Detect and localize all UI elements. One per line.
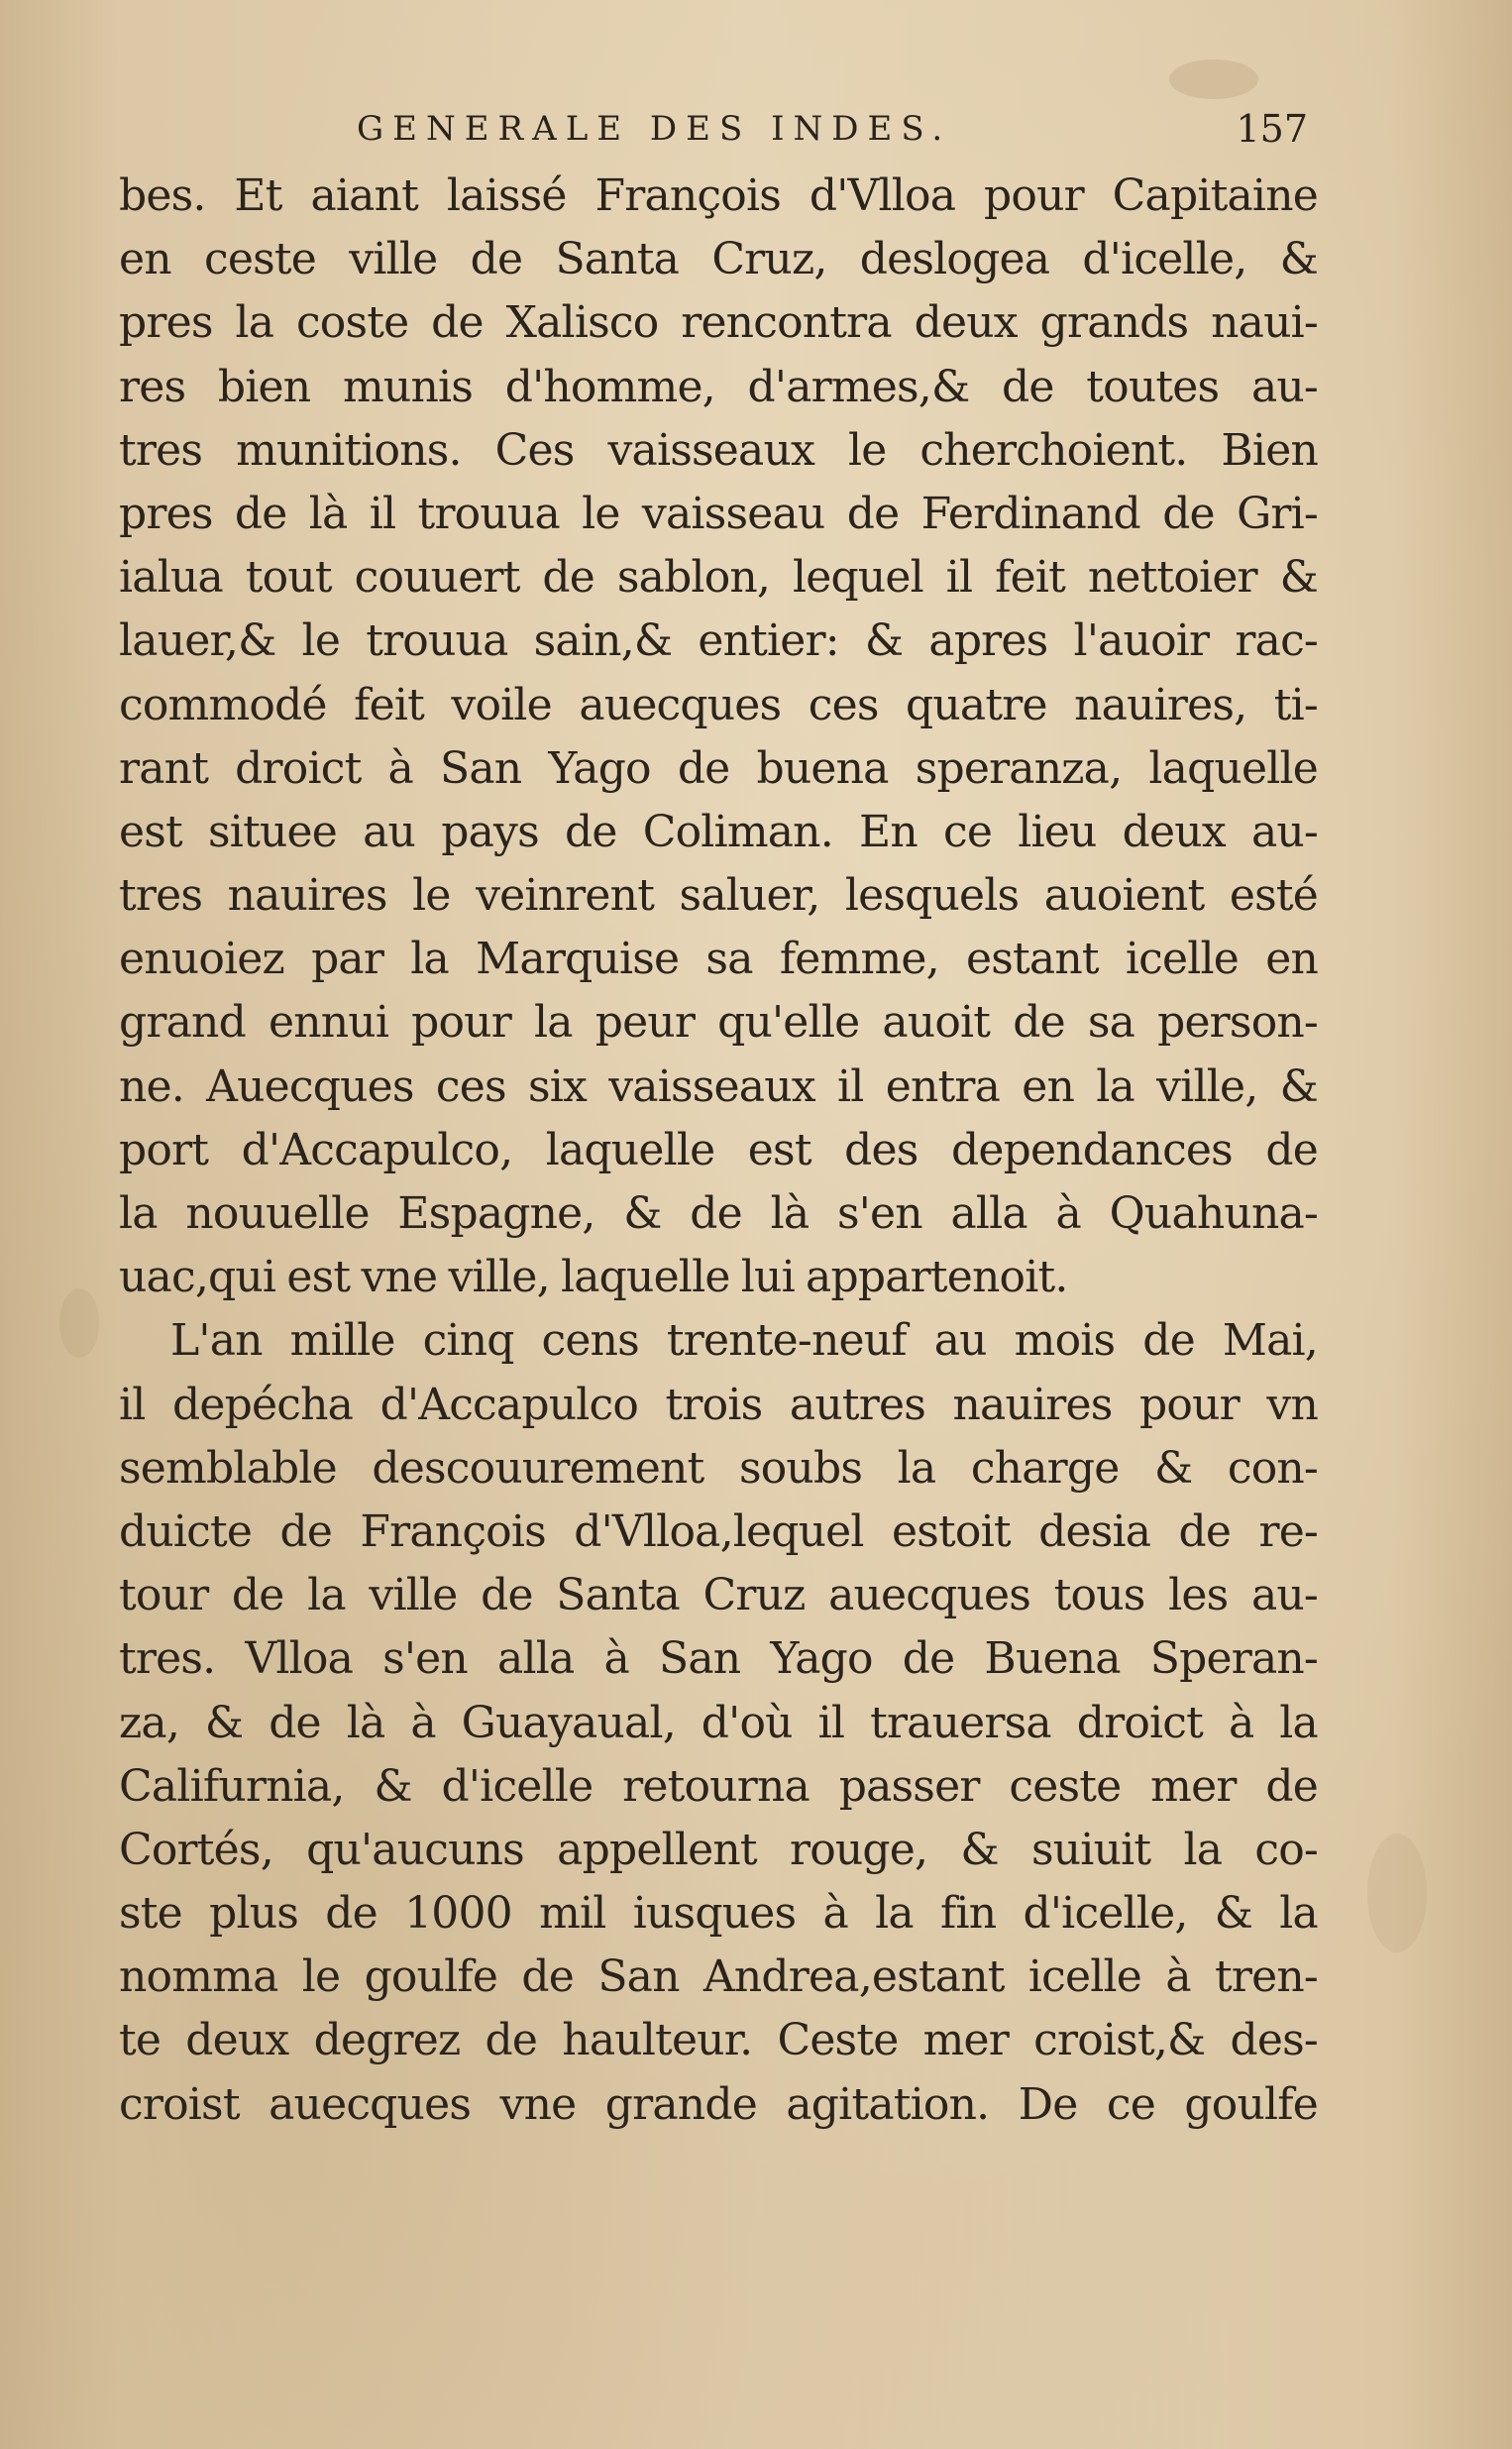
text-line: uac,qui est vne ville, laquelle lui appartenoit. xyxy=(119,1252,1068,1303)
text-line: enuoiez par la Marquise sa femme, estant icelle en xyxy=(119,934,1318,985)
text-line: est situee au pays de Coliman. En ce lieu deux au- xyxy=(119,806,1318,857)
page-header xyxy=(357,99,1308,159)
body-text xyxy=(119,165,1318,2137)
text-line: grand ennui pour la peur qu'elle auoit de sa person- xyxy=(119,997,1318,1049)
text-line: te deux degrez de haulteur. Ceste mer croist,& des- xyxy=(119,2015,1318,2066)
text-line: duicte de François d'Vlloa,lequel estoit desia de re- xyxy=(119,1505,1318,1557)
text-line: Califurnia, & d'icelle retourna passer ceste mer de xyxy=(119,1760,1318,1812)
text-line: ste plus de 1000 mil iusques à la fin d'icelle, & la xyxy=(119,1888,1318,1940)
text-line: pres de là il trouua le vaisseau de Ferdinand de Gri- xyxy=(119,488,1318,539)
text-line: croist auecques vne grande agitation. De ce goulfe xyxy=(119,2078,1318,2130)
text-line: tour de la ville de Santa Cruz auecques tous les au- xyxy=(119,1570,1318,1621)
paper-stain xyxy=(1367,1834,1427,1952)
text-line: lauer,& le trouua sain,& entier: & apres l'auoir rac- xyxy=(119,615,1318,667)
text-line: res bien munis d'homme, d'armes,& de toutes au- xyxy=(119,361,1318,412)
paper-stain xyxy=(59,1288,99,1358)
page-number: 157 xyxy=(1236,107,1308,151)
text-line: en ceste ville de Santa Cruz, deslogea d'icelle, & xyxy=(119,234,1318,285)
text-line: Cortés, qu'aucuns appellent rouge, & suiuit la co- xyxy=(119,1824,1318,1875)
paper-stain xyxy=(1169,59,1258,99)
text-line: nomma le goulfe de San Andrea,estant icelle à tren- xyxy=(119,1951,1318,2003)
text-line: tres nauires le veinrent saluer, lesquels auoient esté xyxy=(119,870,1318,922)
text-line: port d'Accapulco, laquelle est des dependances de xyxy=(119,1124,1318,1175)
text-line: bes. Et aiant laissé François d'Vlloa pour Capitaine xyxy=(119,170,1318,221)
text-line: tres. Vlloa s'en alla à San Yago de Buena Speran- xyxy=(119,1633,1318,1685)
text-line: ne. Auecques ces six vaisseaux il entra en la ville, & xyxy=(119,1060,1318,1112)
text-line: la nouuelle Espagne, & de là s'en alla à Quahuna- xyxy=(119,1188,1318,1239)
text-line: il depécha d'Accapulco trois autres nauires pour vn xyxy=(119,1379,1318,1430)
text-line: pres la coste de Xalisco rencontra deux grands naui- xyxy=(119,297,1318,349)
text-line: rant droict à San Yago de buena speranza, laquelle xyxy=(119,742,1318,794)
text-line: semblable descouurement soubs la charge & con- xyxy=(119,1442,1318,1494)
text-line: za, & de là à Guayaual, d'où il trauersa droict à la xyxy=(119,1697,1318,1748)
text-line: L'an mille cinq cens trente-neuf au mois de Mai, xyxy=(170,1315,1318,1367)
text-line: commodé feit voile auecques ces quatre nauires, ti- xyxy=(119,679,1318,730)
text-line: ialua tout couuert de sablon, lequel il feit nettoier & xyxy=(119,552,1318,604)
text-line: tres munitions. Ces vaisseaux le cherchoient. Bien xyxy=(119,424,1318,476)
running-title: GENERALE DES INDES. xyxy=(357,109,952,149)
